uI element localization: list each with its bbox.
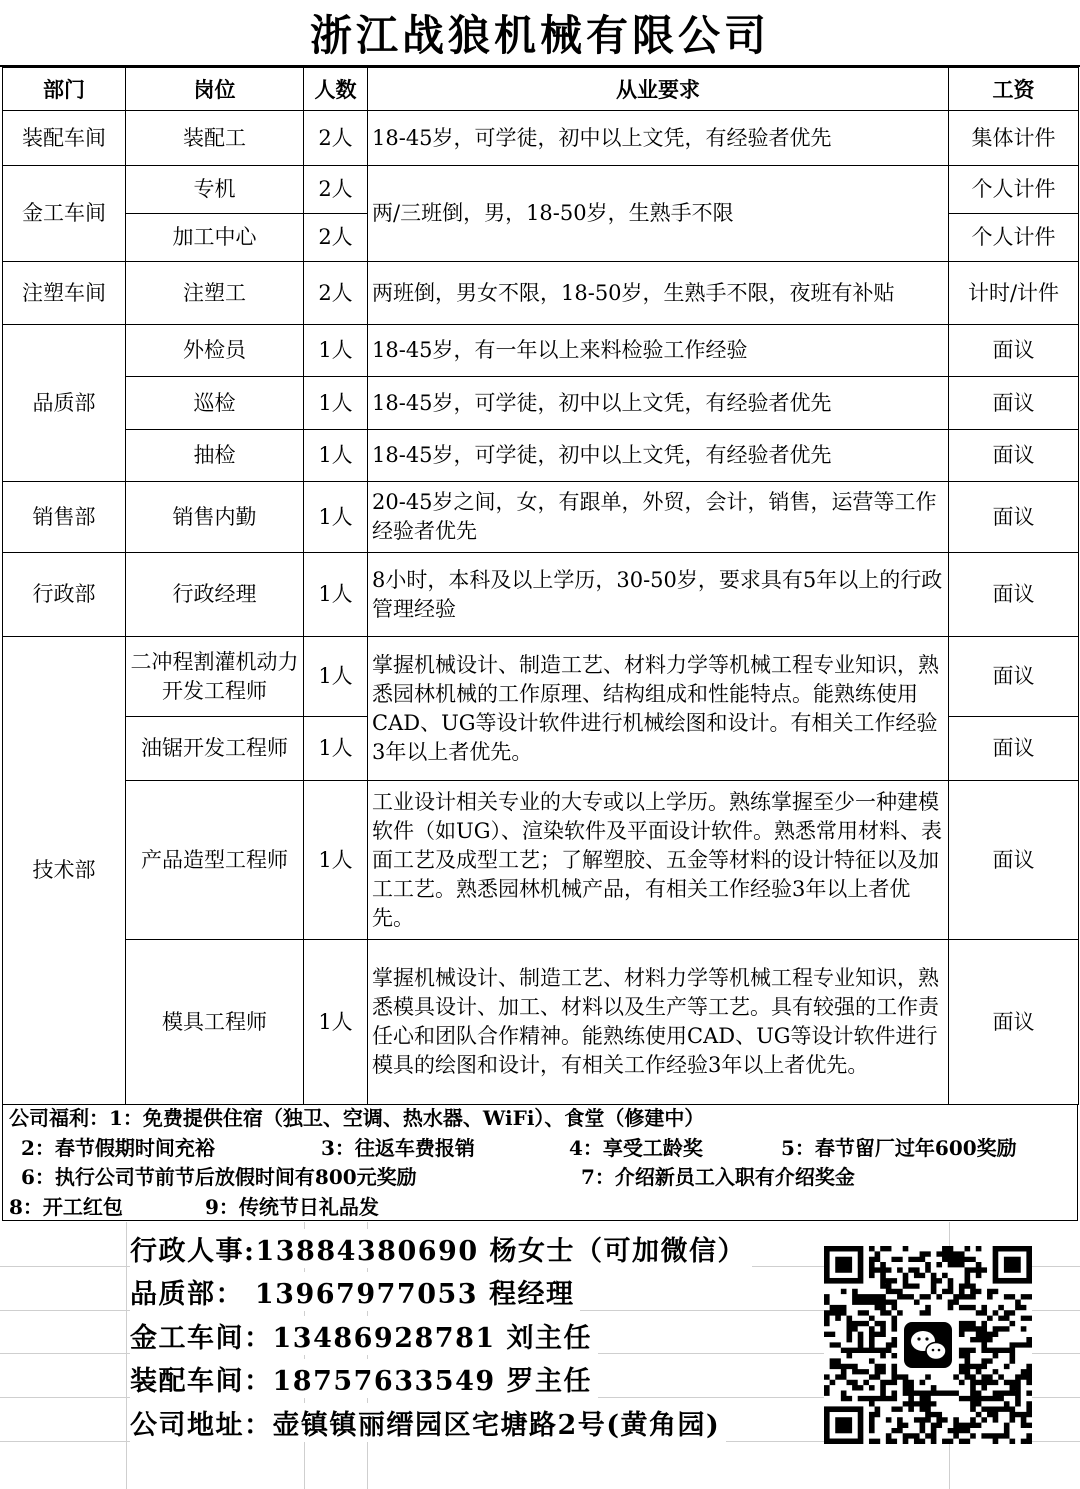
- dept-cell: 行政部: [3, 553, 126, 637]
- wechat-logo-icon: [904, 1322, 952, 1368]
- benefit-item: 5：春节留厂过年600奖励: [781, 1135, 1017, 1160]
- header-dept: 部门: [3, 68, 126, 111]
- benefits-section: [2, 1104, 1078, 1221]
- position-cell: 外检员: [126, 325, 304, 377]
- position-cell: 模具工程师: [126, 940, 304, 1105]
- table-row: [3, 262, 1079, 325]
- wechat-qr-code-icon: [824, 1246, 1032, 1444]
- company-title: 浙江战狼机械有限公司: [0, 0, 1080, 67]
- contact-address: 公司地址：壶镇镇丽缙园区宅塘路2号(黄角园): [130, 1403, 726, 1442]
- position-cell: 油锯开发工程师: [126, 717, 304, 781]
- count-cell: 2人: [304, 166, 368, 214]
- dept-cell: 销售部: [3, 482, 126, 553]
- count-cell: 1人: [304, 430, 368, 482]
- table-row: [3, 553, 1079, 637]
- position-cell: 销售内勤: [126, 482, 304, 553]
- qr-finder-pattern: [827, 1409, 861, 1441]
- requirements-cell: 两/三班倒，男，18-50岁，生熟手不限: [368, 166, 949, 262]
- table-row: [3, 430, 1079, 482]
- count-cell: 1人: [304, 717, 368, 781]
- requirements-cell: 18-45岁，可学徒，初中以上文凭，有经验者优先: [368, 430, 949, 482]
- contact-assembly-workshop: 装配车间：18757633549 罗主任: [130, 1359, 598, 1398]
- requirements-cell: 20-45岁之间，女，有跟单，外贸，会计，销售，运营等工作经验者优先: [368, 482, 949, 553]
- requirements-cell: 18-45岁，有一年以上来料检验工作经验: [368, 325, 949, 377]
- requirements-cell: 18-45岁，可学徒，初中以上文凭，有经验者优先: [368, 377, 949, 430]
- position-cell: 装配工: [126, 111, 304, 166]
- count-cell: 1人: [304, 553, 368, 637]
- dept-cell: 金工车间: [3, 166, 126, 262]
- benefits-label: 公司福利：: [9, 1106, 109, 1130]
- salary-cell: 面议: [949, 325, 1079, 377]
- requirements-cell: 掌握机械设计、制造工艺、材料力学等机械工程专业知识，熟悉模具设计、加工、材料以及生产等工艺。具有较强的工作责任心和团队合作精神。能熟练使用CAD、UG等设计软件进行模具的绘图和设计，有相关工作经验3年以上者优先。: [368, 940, 949, 1105]
- table-row: [3, 325, 1079, 377]
- position-cell: 行政经理: [126, 553, 304, 637]
- contact-admin-hr: 行政人事:13884380690 杨女士（可加微信）: [130, 1229, 752, 1268]
- benefit-item: 6：执行公司节前节后放假时间有800元奖励: [21, 1165, 417, 1189]
- count-cell: 1人: [304, 940, 368, 1105]
- count-cell: 1人: [304, 377, 368, 430]
- position-cell: 二冲程割灌机动力开发工程师: [126, 637, 304, 717]
- salary-cell: 面议: [949, 717, 1079, 781]
- contact-metal-workshop: 金工车间：13486928781 刘主任: [130, 1316, 598, 1355]
- table-row: [3, 377, 1079, 430]
- table-row: [3, 940, 1079, 1105]
- position-cell: 专机: [126, 166, 304, 214]
- requirements-cell: 掌握机械设计、制造工艺、材料力学等机械工程专业知识，熟悉园林机械的工作原理、结构组成和性能特点。能熟练使用CAD、UG等设计软件进行机械绘图和设计。有相关工作经验3年以上者优先。: [368, 637, 949, 781]
- dept-cell: 技术部: [3, 637, 126, 1105]
- salary-cell: 面议: [949, 377, 1079, 430]
- table-row: [3, 166, 1079, 214]
- qr-finder-pattern: [827, 1249, 861, 1281]
- count-cell: 1人: [304, 637, 368, 717]
- benefit-item: 4：享受工龄奖: [569, 1135, 703, 1160]
- table-row: [3, 781, 1079, 940]
- benefit-item: 2：春节假期时间充裕: [21, 1135, 215, 1160]
- header-count: 人数: [304, 68, 368, 111]
- count-cell: 1人: [304, 325, 368, 377]
- salary-cell: 个人计件: [949, 214, 1079, 262]
- dept-cell: 注塑车间: [3, 262, 126, 325]
- job-table: [2, 67, 1079, 1105]
- salary-cell: 面议: [949, 940, 1079, 1105]
- grid-line: [126, 1222, 127, 1489]
- salary-cell: 面议: [949, 637, 1079, 717]
- benefit-item: 9：传统节日礼品发: [205, 1194, 379, 1219]
- requirements-cell: 8小时，本科及以上学历，30-50岁，要求具有5年以上的行政管理经验: [368, 553, 949, 637]
- table-header-row: [3, 68, 1079, 111]
- table-row: [3, 482, 1079, 553]
- benefit-item: 3：往返车费报销: [321, 1135, 475, 1160]
- requirements-cell: 工业设计相关专业的大专或以上学历。熟练掌握至少一种建模软件（如UG）、渲染软件及平面设计软件。熟悉常用材料、表面工艺及成型工艺；了解塑胶、五金等材料的设计特征以及加工工艺。熟悉园林机械产品，有相关工作经验3年以上者优先。: [368, 781, 949, 940]
- table-row: [3, 111, 1079, 166]
- contact-quality: 品质部： 13967977053 程经理: [130, 1272, 580, 1311]
- benefit-item: 8：开工红包: [9, 1194, 123, 1219]
- qr-finder-pattern: [995, 1249, 1029, 1281]
- dept-cell: 品质部: [3, 325, 126, 482]
- salary-cell: 计时/计件: [949, 262, 1079, 325]
- salary-cell: 面议: [949, 553, 1079, 637]
- salary-cell: 面议: [949, 430, 1079, 482]
- position-cell: 产品造型工程师: [126, 781, 304, 940]
- salary-cell: 面议: [949, 482, 1079, 553]
- dept-cell: 装配车间: [3, 111, 126, 166]
- table-row: [3, 637, 1079, 717]
- requirements-cell: 18-45岁，可学徒，初中以上文凭，有经验者优先: [368, 111, 949, 166]
- position-cell: 注塑工: [126, 262, 304, 325]
- count-cell: 2人: [304, 214, 368, 262]
- count-cell: 1人: [304, 781, 368, 940]
- benefit-item: 1：免费提供住宿（独卫、空调、热水器、WiFi）、食堂（修建中）: [109, 1106, 705, 1130]
- salary-cell: 集体计件: [949, 111, 1079, 166]
- position-cell: 加工中心: [126, 214, 304, 262]
- count-cell: 2人: [304, 262, 368, 325]
- position-cell: 抽检: [126, 430, 304, 482]
- salary-cell: 个人计件: [949, 166, 1079, 214]
- count-cell: 1人: [304, 482, 368, 553]
- benefit-item: 7：介绍新员工入职有介绍奖金: [581, 1165, 855, 1189]
- requirements-cell: 两班倒，男女不限，18-50岁，生熟手不限，夜班有补贴: [368, 262, 949, 325]
- header-requirements: 从业要求: [368, 68, 949, 111]
- position-cell: 巡检: [126, 377, 304, 430]
- count-cell: 2人: [304, 111, 368, 166]
- header-salary: 工资: [949, 68, 1079, 111]
- header-position: 岗位: [126, 68, 304, 111]
- salary-cell: 面议: [949, 781, 1079, 940]
